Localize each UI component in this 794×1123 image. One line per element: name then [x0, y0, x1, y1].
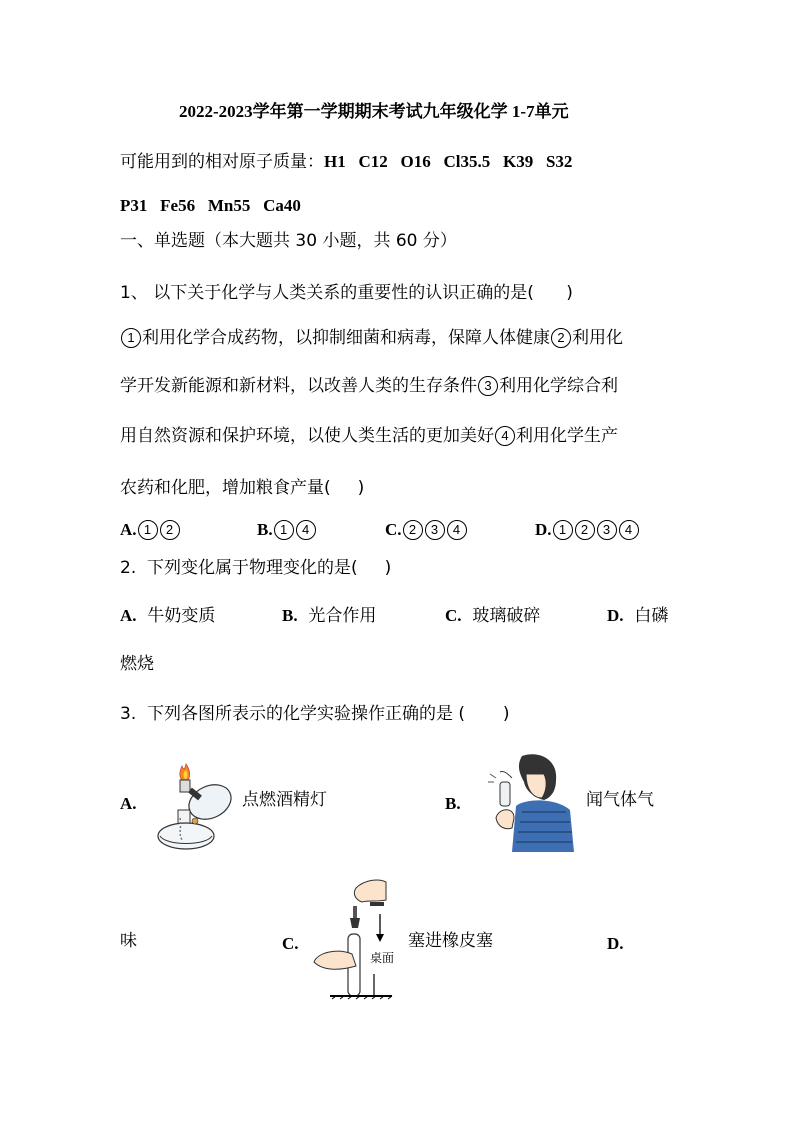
circled-number: 2	[575, 520, 595, 540]
q1-line-3-text: 用自然资源和保护环境，以使人类生活的更加美好	[120, 426, 494, 446]
circled-number: 2	[551, 328, 571, 348]
q1-line-1b-text: 利用化	[572, 328, 623, 348]
q1-option-b	[257, 518, 317, 542]
atomic-mass-values-1: H1 C12 O16 Cl35.5 K39 S32	[324, 152, 573, 171]
q2-option-d	[607, 604, 668, 628]
q3-option-d-letter: D.	[607, 934, 624, 953]
q3-wrap-text: 味	[120, 931, 137, 951]
circled-number: 2	[403, 520, 423, 540]
option-letter: B.	[257, 520, 273, 539]
q2-wrap-text: 燃烧	[120, 654, 154, 674]
atomic-mass-label: 可能用到的相对原子质量：	[120, 152, 324, 172]
circled-number: 1	[274, 520, 294, 540]
person-smelling-gas-figure	[486, 752, 576, 852]
section-heading: 一、单选题（本大题共 30 小题，共 60 分）	[120, 231, 457, 251]
q1-line-2-text: 学开发新能源和新材料，以改善人类的生存条件	[120, 376, 477, 396]
atomic-mass-row-1	[120, 150, 572, 174]
option-letter: D.	[607, 606, 624, 625]
option-letter: A.	[120, 520, 137, 539]
option-text: 玻璃破碎	[472, 606, 541, 626]
q3-option-c-letter: C.	[282, 934, 299, 953]
q1-line-3b-text: 利用化学生产	[516, 426, 618, 446]
q1-option-c	[385, 518, 468, 542]
q1-option-a	[120, 518, 181, 542]
option-text: 光合作用	[308, 606, 377, 626]
q2-stem-text: 2. 下列变化属于物理变化的是( )	[120, 558, 392, 578]
q2-stem	[120, 556, 391, 580]
q1-line-3	[120, 424, 618, 448]
q3-option-a-letter: A.	[120, 794, 137, 813]
option-letter: C.	[445, 606, 462, 625]
circled-number: 4	[296, 520, 316, 540]
test-tube-table-label: 桌面	[370, 951, 395, 965]
option-letter: A.	[120, 606, 137, 625]
circled-number: 3	[425, 520, 445, 540]
circled-number: 4	[447, 520, 467, 540]
circled-number: 2	[160, 520, 180, 540]
circled-number: 1	[121, 328, 141, 348]
q1-line-4: 农药和化肥，增加粮食产量( )	[120, 478, 365, 498]
option-letter: C.	[385, 520, 402, 539]
q1-line-1	[120, 326, 623, 350]
circled-number: 1	[138, 520, 158, 540]
q3-option-c-text: 塞进橡皮塞	[408, 931, 493, 951]
circled-number: 3	[597, 520, 617, 540]
option-text: 白磷	[634, 606, 669, 626]
q1-stem: 1、 以下关于化学与人类关系的重要性的认识正确的是( )	[120, 283, 573, 303]
exam-title: 2022-2023学年第一学期期末考试九年级化学 1-7单元	[179, 102, 569, 121]
q3-option-b-letter: B.	[445, 794, 461, 813]
option-letter: D.	[535, 520, 552, 539]
q1-line-2	[120, 374, 618, 398]
q2-option-a	[120, 604, 215, 628]
circled-number: 4	[619, 520, 639, 540]
alcohol-lamp-figure	[152, 758, 238, 852]
circled-number: 3	[478, 376, 498, 396]
q3-option-a-text: 点燃酒精灯	[242, 790, 327, 810]
test-tube-stopper-figure	[312, 878, 404, 1006]
option-text: 牛奶变质	[147, 606, 216, 626]
q2-option-b	[282, 604, 376, 628]
q2-option-c	[445, 604, 540, 628]
q1-line-1-text: 利用化学合成药物，以抑制细菌和病毒，保障人体健康	[142, 328, 550, 348]
q1-line-2b-text: 利用化学综合利	[499, 376, 618, 396]
q3-option-b-text: 闻气体气	[586, 790, 654, 810]
atomic-mass-values-2: P31 Fe56 Mn55 Ca40	[120, 196, 301, 215]
option-letter: B.	[282, 606, 298, 625]
circled-number: 1	[553, 520, 573, 540]
q1-option-d	[535, 518, 640, 542]
q3-stem: 3. 下列各图所表示的化学实验操作正确的是 ( )	[120, 704, 510, 724]
circled-number: 4	[495, 426, 515, 446]
